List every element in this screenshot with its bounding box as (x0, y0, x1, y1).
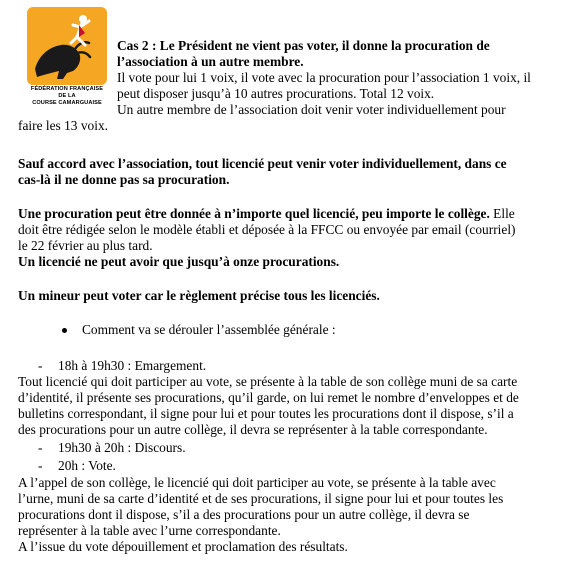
schedule-item-1: 18h à 19h30 : Emargement. (58, 358, 207, 373)
cas2-body-line3: Un autre membre de l’association doit venir voter individuellement pour (117, 102, 506, 117)
procuration-line1 (18, 206, 515, 222)
logo-caption-line: FÉDÉRATION FRANÇAISE (30, 86, 104, 92)
procuration-line3: le 22 février au plus tard. (18, 238, 153, 253)
para1-line3: bulletins correspondant, il signe pour lui et pour toutes les procurations dont il dispose, s’il a (18, 406, 514, 421)
logo-caption-line: COURSE CAMARGUAISE (32, 99, 102, 106)
schedule-item-3: 20h : Vote. (58, 458, 116, 473)
cas2-body-line2: peut disposer jusqu’à 10 autres procurations. Total 12 voix. (117, 86, 435, 101)
procuration-line2: doit être rédigée selon le modèle établi et déposée à la FFCC ou envoyée par email (courriel) (18, 222, 516, 237)
para2-line5: A l’issue du vote dépouillement et proclamation des résultats. (18, 539, 348, 554)
dash-marker: - (38, 440, 43, 455)
mineur-line1: Un mineur peut voter car le règlement précise tous les licenciés. (18, 288, 380, 303)
para2-line3: procurations dont il dispose, s’il a des procurations pour un autre collège, il devra se (18, 507, 470, 522)
cas2-body-line4: faire les 13 voix. (18, 118, 108, 133)
sauf-line1: Sauf accord avec l’association, tout licencié peut venir voter individuellement, dans ce (18, 156, 507, 171)
schedule-item-2: 19h30 à 20h : Discours. (58, 440, 186, 455)
cas2-title-line1: Cas 2 : Le Président ne vient pas voter, il donne la procuration de (117, 38, 490, 53)
assemblee-bullet-text: Comment va se dérouler l’assemblée générale : (82, 322, 336, 337)
dash-marker: - (38, 358, 43, 373)
logo-caption-line: DE LA (58, 92, 76, 99)
dash-marker: - (38, 458, 43, 473)
cas2-title-line2: l’association à un autre membre. (117, 54, 304, 69)
para2-line4: représenter à la table avec l’urne correspondante. (18, 523, 281, 538)
procuration-line4: Un licencié ne peut avoir que jusqu’à onze procurations. (18, 254, 340, 269)
para2-line1: A l’appel de son collège, le licencié qui doit participer au vote, se présente à la table avec (18, 475, 496, 490)
ffcc-logo (27, 7, 107, 120)
sauf-line2: cas-là il ne donne pas sa procuration. (18, 172, 230, 187)
bull-runner-logo-icon (27, 7, 107, 85)
cas2-body-line1: Il vote pour lui 1 voix, il vote avec la procuration pour l’association 1 voix, il (117, 70, 531, 85)
logo-caption (24, 86, 110, 106)
para1-line4: des procurations pour un autre collège, il devra se représenter à la table correspondante. (18, 422, 488, 437)
para2-line2: l’urne, muni de sa carte d’identité et de ses procurations, il signe pour lui et pour toutes les (18, 491, 504, 506)
procuration-line1-bold: Une procuration peut être donnée à n’importe quel licencié, peu importe le collège. (18, 206, 490, 221)
para1-line1: Tout licencié qui doit participer au vote, se présente à la table de son collège muni de sa carte (18, 374, 518, 389)
procuration-line1-normal: Elle (489, 206, 515, 221)
bullet-icon (62, 328, 67, 333)
para1-line2: d’identité, il présente ses procurations, qu’il garde, on lui remet le nombre d’enveloppes et de (18, 390, 519, 405)
